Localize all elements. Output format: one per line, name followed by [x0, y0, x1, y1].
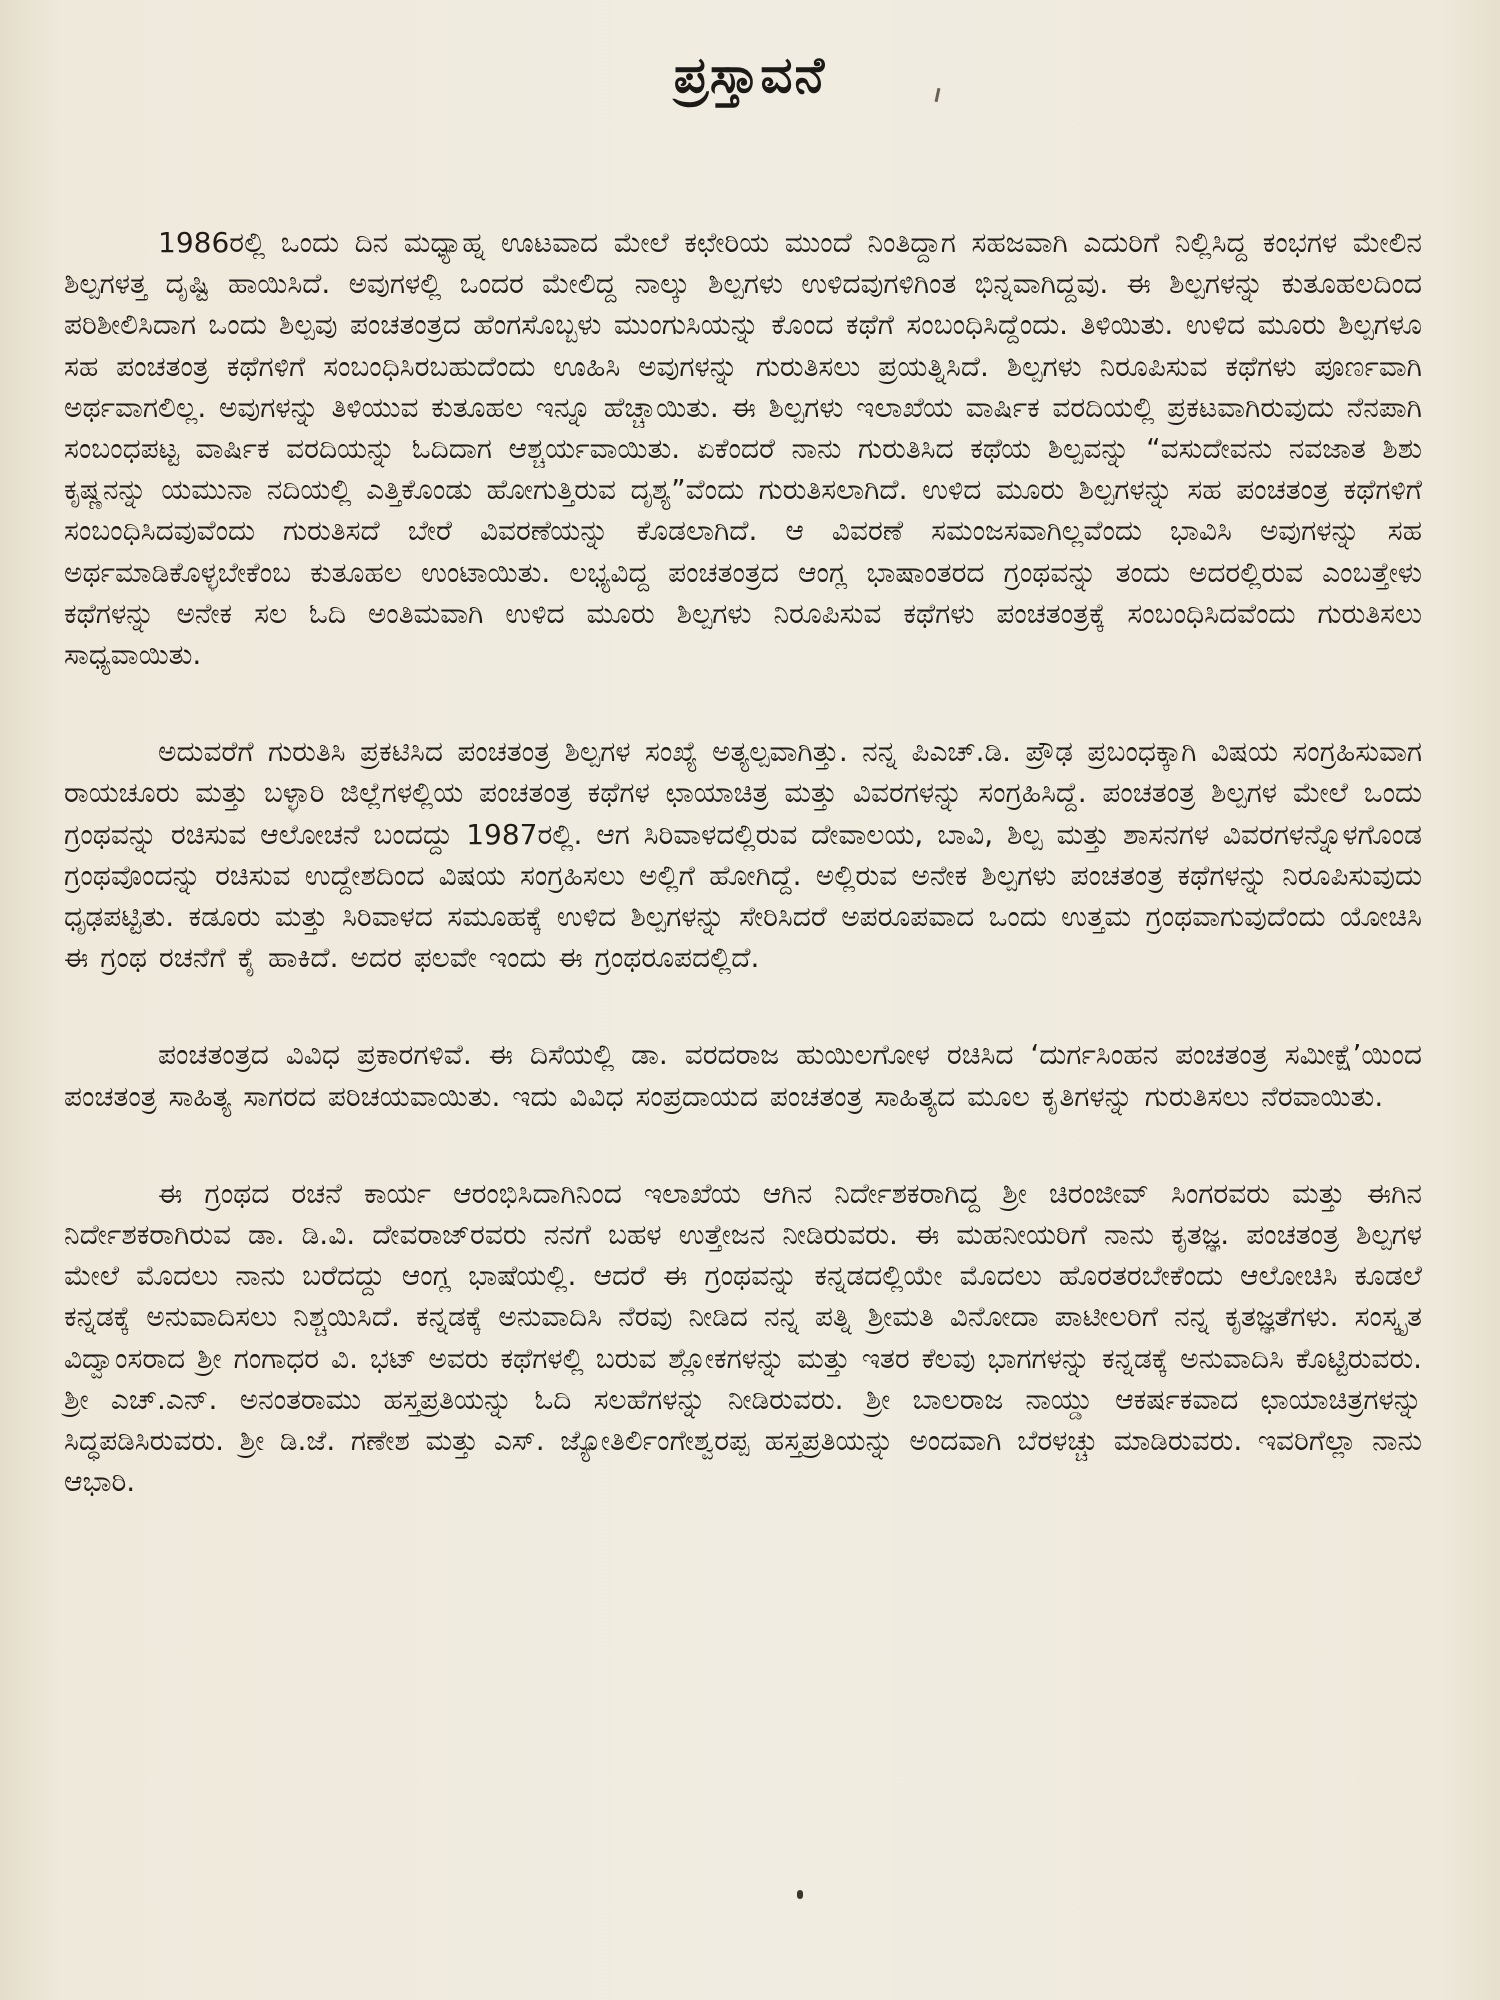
- paragraph-2: ಅದುವರೆಗೆ ಗುರುತಿಸಿ ಪ್ರಕಟಿಸಿದ ಪಂಚತಂತ್ರ ಶಿಲ್ಪಗಳ ಸಂಖ್ಯೆ ಅತ್ಯಲ್ಪವಾಗಿತ್ತು. ನನ್ನ ಪಿಎಚ್.ಡಿ. ಪ್ರೌಢ ಪ್ರಬಂಧಕ್ಕಾಗಿ ವಿಷಯ ಸಂಗ್ರಹಿಸುವಾಗ ರಾಯಚೂರು ಮತ್ತು ಬಳ್ಳಾರಿ ಜಿಲ್ಲೆಗಳಲ್ಲಿಯ ಪಂಚತಂತ್ರ ಕಥೆಗಳ ಛಾಯಾಚಿತ್ರ ಮತ್ತು ವಿವರಗಳನ್ನು ಸಂಗ್ರಹಿಸಿದ್ದೆ. ಪಂಚತಂತ್ರ ಶಿಲ್ಪಗಳ ಮೇಲೆ ಒಂದು ಗ್ರಂಥವನ್ನು ರಚಿಸುವ ಆಲೋಚನೆ ಬಂದದ್ದು 1987ರಲ್ಲಿ. ಆಗ ಸಿರಿವಾಳದಲ್ಲಿರುವ ದೇವಾಲಯ, ಬಾವಿ, ಶಿಲ್ಪ ಮತ್ತು ಶಾಸನಗಳ ವಿವರಗಳನ್ನೊಳಗೊಂಡ ಗ್ರಂಥವೊಂದನ್ನು ರಚಿಸುವ ಉದ್ದೇಶದಿಂದ ವಿಷಯ ಸಂಗ್ರಹಿಸಲು ಅಲ್ಲಿಗೆ ಹೋಗಿದ್ದೆ. ಅಲ್ಲಿರುವ ಅನೇಕ ಶಿಲ್ಪಗಳು ಪಂಚತಂತ್ರ ಕಥೆಗಳನ್ನು ನಿರೂಪಿಸುವುದು ಧೃಢಪಟ್ಟಿತು. ಕಡೂರು ಮತ್ತು ಸಿರಿವಾಳದ ಸಮೂಹಕ್ಕೆ ಉಳಿದ ಶಿಲ್ಪಗಳನ್ನು ಸೇರಿಸಿದರೆ ಅಪರೂಪವಾದ ಒಂದು ಉತ್ತಮ ಗ್ರಂಥವಾಗುವುದೆಂದು ಯೋಚಿಸಿ ಈ ಗ್ರಂಥ ರಚನೆಗೆ ಕೈ ಹಾಕಿದೆ. ಅದರ ಫಲವೇ ಇಂದು ಈ ಗ್ರಂಥರೂಪದಲ್ಲಿದೆ.: [64, 735, 1422, 975]
- page-mark: [797, 1890, 803, 1899]
- paragraph-3: ಪಂಚತಂತ್ರದ ವಿವಿಧ ಪ್ರಕಾರಗಳಿವೆ. ಈ ದಿಸೆಯಲ್ಲಿ ಡಾ. ವರದರಾಜ ಹುಯಿಲಗೋಳ ರಚಿಸಿದ ‘ದುರ್ಗಸಿಂಹನ ಪಂಚತಂತ್ರ ಸಮೀಕ್ಷೆ’ಯಿಂದ ಪಂಚತಂತ್ರ ಸಾಹಿತ್ಯ ಸಾಗರದ ಪರಿಚಯವಾಯಿತು. ಇದು ವಿವಿಧ ಸಂಪ್ರದಾಯದ ಪಂಚತಂತ್ರ ಸಾಹಿತ್ಯದ ಮೂಲ ಕೃತಿಗಳನ್ನು ಗುರುತಿಸಲು ನೆರವಾಯಿತು.: [64, 1038, 1422, 1113]
- paragraph-4: ಈ ಗ್ರಂಥದ ರಚನೆ ಕಾರ್ಯ ಆರಂಭಿಸಿದಾಗಿನಿಂದ ಇಲಾಖೆಯ ಆಗಿನ ನಿರ್ದೇಶಕರಾಗಿದ್ದ ಶ್ರೀ ಚಿರಂಜೀವ್ ಸಿಂಗರವರು ಮತ್ತು ಈಗಿನ ನಿರ್ದೇಶಕರಾಗಿರುವ ಡಾ. ಡಿ.ವಿ. ದೇವರಾಜ್‌ರವರು ನನಗೆ ಬಹಳ ಉತ್ತೇಜನ ನೀಡಿರುವರು. ಈ ಮಹನೀಯರಿಗೆ ನಾನು ಕೃತಜ್ಞ. ಪಂಚತಂತ್ರ ಶಿಲ್ಪಗಳ ಮೇಲೆ ಮೊದಲು ನಾನು ಬರೆದದ್ದು ಆಂಗ್ಲ ಭಾಷೆಯಲ್ಲಿ. ಆದರೆ ಈ ಗ್ರಂಥವನ್ನು ಕನ್ನಡದಲ್ಲಿಯೇ ಮೊದಲು ಹೊರತರಬೇಕೆಂದು ಆಲೋಚಿಸಿ ಕೂಡಲೆ ಕನ್ನಡಕ್ಕೆ ಅನುವಾದಿಸಲು ನಿಶ್ಚಯಿಸಿದೆ. ಕನ್ನಡಕ್ಕೆ ಅನುವಾದಿಸಿ ನೆರವು ನೀಡಿದ ನನ್ನ ಪತ್ನಿ ಶ್ರೀಮತಿ ವಿನೋದಾ ಪಾಟೀಲರಿಗೆ ನನ್ನ ಕೃತಜ್ಞತೆಗಳು. ಸಂಸ್ಕೃತ ವಿದ್ವಾಂಸರಾದ ಶ್ರೀ ಗಂಗಾಧರ ವಿ. ಭಟ್ ಅವರು ಕಥೆಗಳಲ್ಲಿ ಬರುವ ಶ್ಲೋಕಗಳನ್ನು ಮತ್ತು ಇತರ ಕೆಲವು ಭಾಗಗಳನ್ನು ಕನ್ನಡಕ್ಕೆ ಅನುವಾದಿಸಿ ಕೊಟ್ಟಿರುವರು. ಶ್ರೀ ಎಚ್.ಎನ್. ಅನಂತರಾಮು ಹಸ್ತಪ್ರತಿಯನ್ನು ಓದಿ ಸಲಹೆಗಳನ್ನು ನೀಡಿರುವರು. ಶ್ರೀ ಬಾಲರಾಜ ನಾಯ್ಡು ಆಕರ್ಷಕವಾದ ಛಾಯಾಚಿತ್ರಗಳನ್ನು ಸಿದ್ಧಪಡಿಸಿರುವರು. ಶ್ರೀ ಡಿ.ಜೆ. ಗಣೇಶ ಮತ್ತು ಎಸ್. ಜ್ಯೋತಿರ್ಲಿಂಗೇಶ್ವರಪ್ಪ ಹಸ್ತಪ್ರತಿಯನ್ನು ಅಂದವಾಗಿ ಬೆರಳಚ್ಚು ಮಾಡಿರುವರು. ಇವರಿಗೆಲ್ಲಾ ನಾನು ಆಭಾರಿ.: [64, 1176, 1422, 1499]
- body-text: [64, 222, 1422, 1502]
- paragraph-1: 1986ರಲ್ಲಿ ಒಂದು ದಿನ ಮಧ್ಯಾಹ್ನ ಊಟವಾದ ಮೇಲೆ ಕಛೇರಿಯ ಮುಂದೆ ನಿಂತಿದ್ದಾಗ ಸಹಜವಾಗಿ ಎದುರಿಗೆ ನಿಲ್ಲಿಸಿದ್ದ ಕಂಭಗಳ ಮೇಲಿನ ಶಿಲ್ಪಗಳತ್ತ ದೃಷ್ಟಿ ಹಾಯಿಸಿದೆ. ಅವುಗಳಲ್ಲಿ ಒಂದರ ಮೇಲಿದ್ದ ನಾಲ್ಕು ಶಿಲ್ಪಗಳು ಉಳಿದವುಗಳಿಗಿಂತ ಭಿನ್ನವಾಗಿದ್ದವು. ಈ ಶಿಲ್ಪಗಳನ್ನು ಕುತೂಹಲದಿಂದ ಪರಿಶೀಲಿಸಿದಾಗ ಒಂದು ಶಿಲ್ಪವು ಪಂಚತಂತ್ರದ ಹೆಂಗಸೊಬ್ಬಳು ಮುಂಗುಸಿಯನ್ನು ಕೊಂದ ಕಥೆಗೆ ಸಂಬಂಧಿಸಿದ್ದೆಂದು. ತಿಳಿಯಿತು. ಉಳಿದ ಮೂರು ಶಿಲ್ಪಗಳೂ ಸಹ ಪಂಚತಂತ್ರ ಕಥೆಗಳಿಗೆ ಸಂಬಂಧಿಸಿರಬಹುದೆಂದು ಊಹಿಸಿ ಅವುಗಳನ್ನು ಗುರುತಿಸಲು ಪ್ರಯತ್ನಿಸಿದೆ. ಶಿಲ್ಪಗಳು ನಿರೂಪಿಸುವ ಕಥೆಗಳು ಪೂರ್ಣವಾಗಿ ಅರ್ಥವಾಗಲಿಲ್ಲ. ಅವುಗಳನ್ನು ತಿಳಿಯುವ ಕುತೂಹಲ ಇನ್ನೂ ಹೆಚ್ಚಾಯಿತು. ಈ ಶಿಲ್ಪಗಳು ಇಲಾಖೆಯ ವಾರ್ಷಿಕ ವರದಿಯಲ್ಲಿ ಪ್ರಕಟವಾಗಿರುವುದು ನೆನಪಾಗಿ ಸಂಬಂಧಪಟ್ಟ ವಾರ್ಷಿಕ ವರದಿಯನ್ನು ಓದಿದಾಗ ಆಶ್ಚರ್ಯವಾಯಿತು. ಏಕೆಂದರೆ ನಾನು ಗುರುತಿಸಿದ ಕಥೆಯ ಶಿಲ್ಪವನ್ನು “ವಸುದೇವನು ನವಜಾತ ಶಿಶು ಕೃಷ್ಣನನ್ನು ಯಮುನಾ ನದಿಯಲ್ಲಿ ಎತ್ತಿಕೊಂಡು ಹೋಗುತ್ತಿರುವ ದೃಶ್ಯ”ವೆಂದು ಗುರುತಿಸಲಾಗಿದೆ. ಉಳಿದ ಮೂರು ಶಿಲ್ಪಗಳನ್ನು ಸಹ ಪಂಚತಂತ್ರ ಕಥೆಗಳಿಗೆ ಸಂಬಂಧಿಸಿದವುವೆಂದು ಗುರುತಿಸದೆ ಬೇರೆ ವಿವರಣೆಯನ್ನು ಕೊಡಲಾಗಿದೆ. ಆ ವಿವರಣೆ ಸಮಂಜಸವಾಗಿಲ್ಲವೆಂದು ಭಾವಿಸಿ ಅವುಗಳನ್ನು ಸಹ ಅರ್ಥಮಾಡಿಕೊಳ್ಳಬೇಕೆಂಬ ಕುತೂಹಲ ಉಂಟಾಯಿತು. ಲಭ್ಯವಿದ್ದ ಪಂಚತಂತ್ರದ ಆಂಗ್ಲ ಭಾಷಾಂತರದ ಗ್ರಂಥವನ್ನು ತಂದು ಅದರಲ್ಲಿರುವ ಎಂಬತ್ತೇಳು ಕಥೆಗಳನ್ನು ಅನೇಕ ಸಲ ಓದಿ ಅಂತಿಮವಾಗಿ ಉಳಿದ ಮೂರು ಶಿಲ್ಪಗಳು ನಿರೂಪಿಸುವ ಕಥೆಗಳು ಪಂಚತಂತ್ರಕ್ಕೆ ಸಂಬಂಧಿಸಿದವೆಂದು ಗುರುತಿಸಲು ಸಾಧ್ಯವಾಯಿತು.: [64, 226, 1422, 672]
- page-title: ಪ್ರಸ್ತಾವನೆ: [673, 46, 827, 104]
